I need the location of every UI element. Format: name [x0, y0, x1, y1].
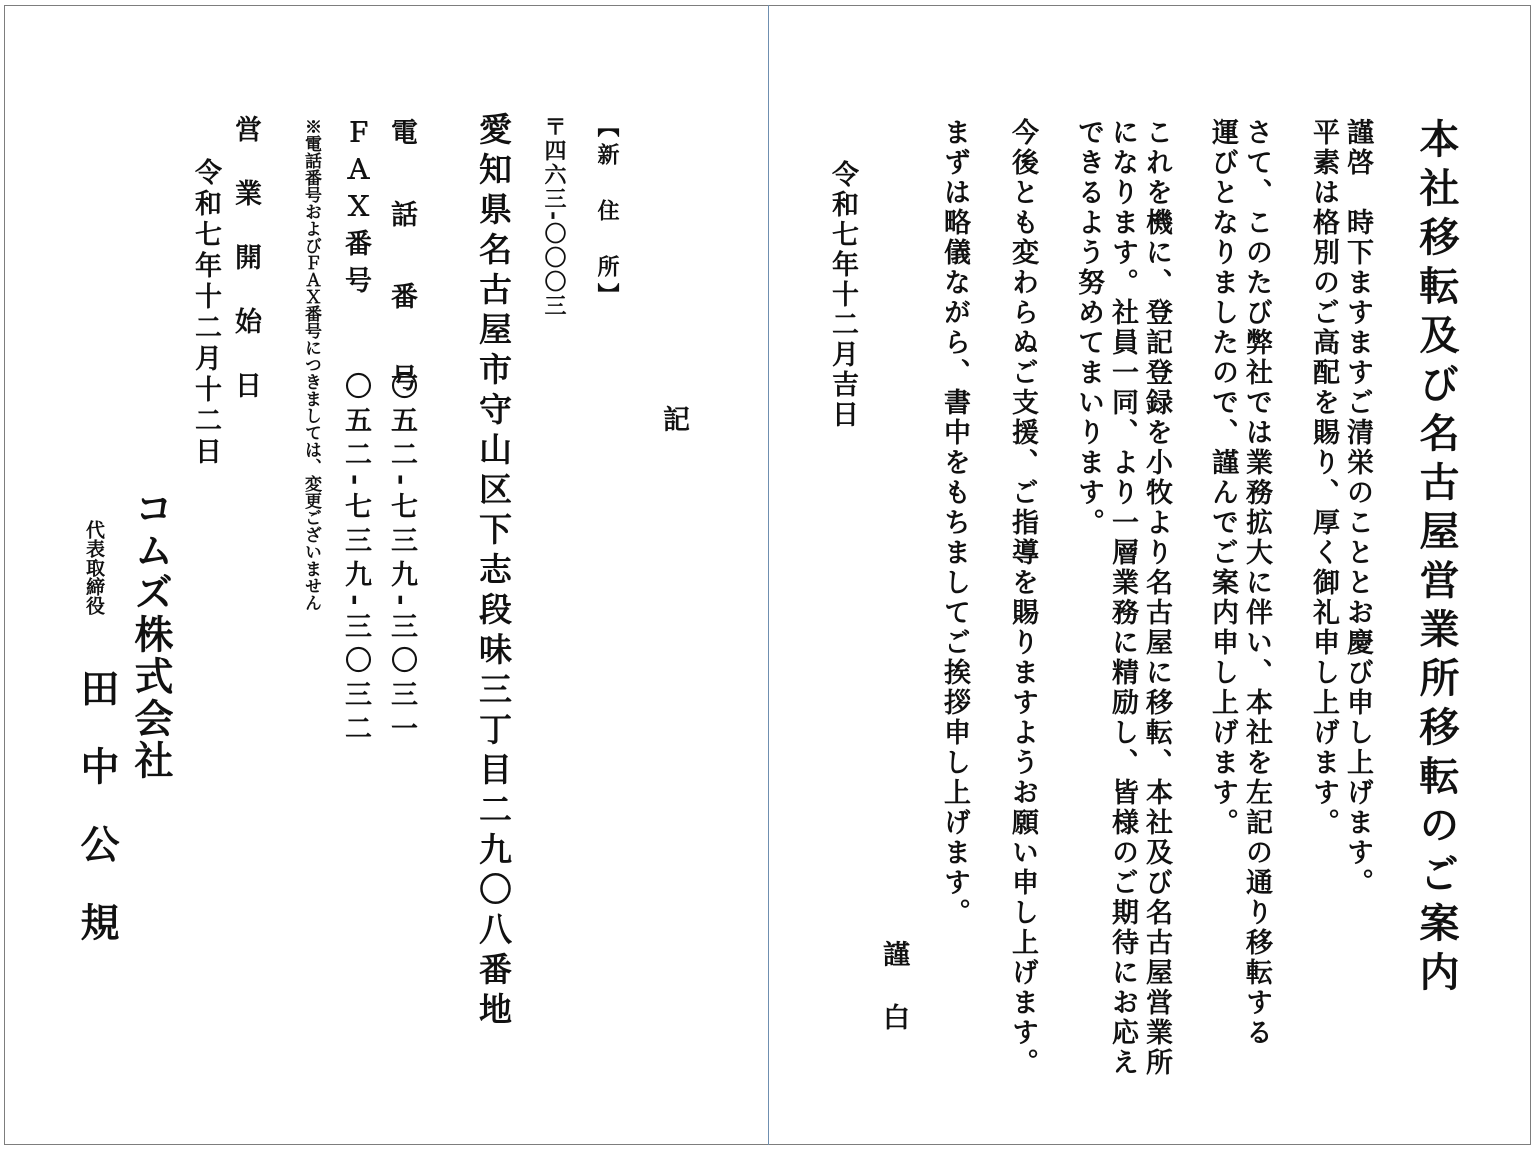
- representative-name: 田 中 公 規: [74, 668, 120, 941]
- body-line-6: になります。社員一同、より一層業務に精励し、皆様のご期待にお応え: [1107, 118, 1138, 1078]
- phone-label: 電 話 番 号: [386, 118, 417, 405]
- notice-title: 本社移転及び名古屋営業所移転のご案内: [1413, 118, 1460, 1000]
- closing-paku: 白: [878, 1003, 909, 1033]
- body-line-9: まずは略儀ながら、書中をもちましてご挨拶申し上げます。: [939, 118, 970, 928]
- new-address: 愛知県名古屋市守山区下志段味三丁目二九〇八番地: [474, 112, 513, 1032]
- start-date: 令和七年十二月十二日: [190, 158, 221, 468]
- ki-label: 記: [658, 405, 689, 435]
- phone-number: 〇五二‐七三九‐三〇三一: [386, 372, 417, 749]
- representative-title: 代表取締役: [83, 520, 105, 615]
- body-line-5: これを機に、登記登録を小牧より名古屋に移転、本社及び名古屋営業所: [1141, 118, 1172, 1078]
- body-line-7: できるよう努めてまいります。: [1073, 118, 1104, 538]
- fax-label: ＦＡＸ番号: [340, 118, 371, 303]
- notice-date: 令和七年十二月吉日: [827, 160, 858, 430]
- postal-code: 〒四六三‐〇〇〇三: [541, 115, 567, 319]
- body-line-1: 謹啓 時下ますますご清栄のこととお慶び申し上げます。: [1342, 118, 1373, 898]
- closing-kin: 謹: [878, 940, 909, 970]
- company-name: コムズ株式会社: [128, 488, 174, 782]
- body-line-2: 平素は格別のご高配を賜り、厚く御礼申し上げます。: [1308, 118, 1339, 838]
- fax-number: 〇五二‐七三九‐三〇三二: [340, 372, 371, 749]
- number-note: ※電話番号およびＦＡＸ番号につきましては、変更ございません: [301, 118, 321, 611]
- start-label: 営 業 開 始 日: [230, 115, 261, 403]
- new-address-heading: 【新 住 所】: [594, 115, 620, 311]
- fold-line: [768, 5, 769, 1145]
- body-line-3: さて、このたび弊社では業務拡大に伴い、本社を左記の通り移転する: [1241, 118, 1272, 1048]
- body-line-4: 運びとなりましたので、謹んでご案内申し上げます。: [1207, 118, 1238, 838]
- body-line-8: 今後とも変わらぬご支援、ご指導を賜りますようお願い申し上げます。: [1007, 118, 1038, 1078]
